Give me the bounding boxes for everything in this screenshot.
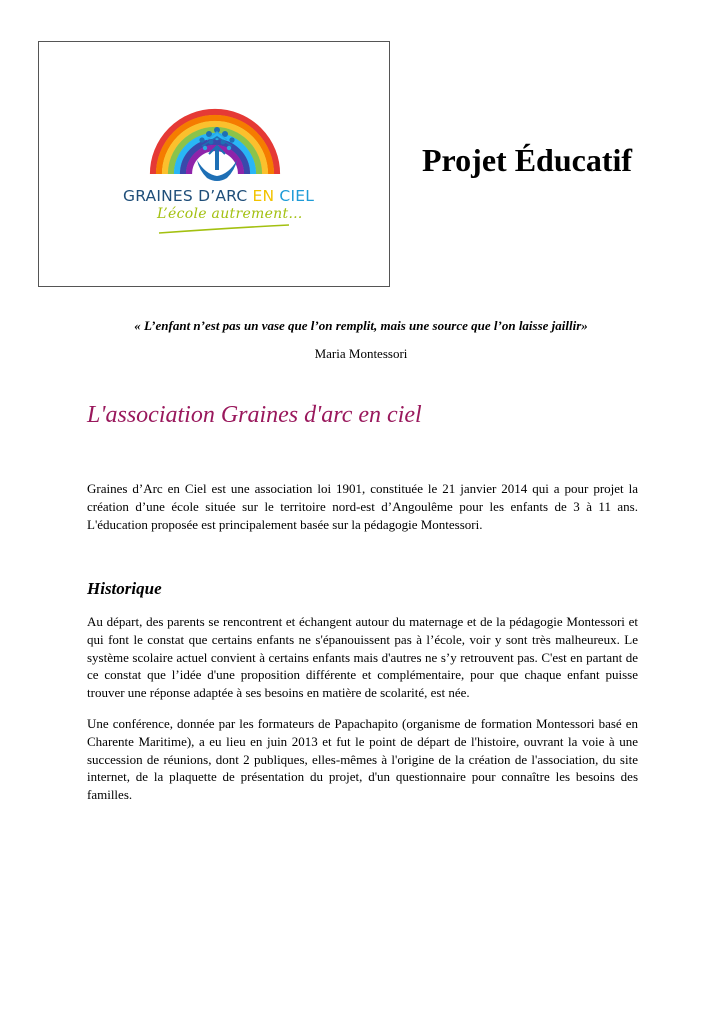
historique-paragraph-1: Au départ, des parents se rencontrent et échangent autour du maternage et de la pédagogie Montessori et qui font le constat que certains enfants ne s'épanouissent pas à l’école, voir y sont très malheureux. Le système scolaire actuel convient à certains enfants mais d'autres ne s’y retrouvent pas. C'est en partant de ce constat que l’idée d'une proposition différente et complémentaire, pour que chaque enfant puisse trouver une réponse adaptée à ses besoins en matière de scolarité, est née. <box>87 614 638 701</box>
logo-tagline: L’école autrement… <box>157 206 303 222</box>
tagline-underline <box>159 225 289 233</box>
logo-frame <box>38 41 390 287</box>
logo-name <box>123 187 323 205</box>
document-title: Projet Éducatif <box>422 142 633 178</box>
quote-text: « L’enfant n’est pas un vase que l’on remplit, mais une source que l’on laisse jaillir» <box>134 318 588 333</box>
logo-name-part2: EN <box>252 187 275 205</box>
rainbow-tree-logo-icon <box>39 42 389 286</box>
historique-paragraph-2: Une conférence, donnée par les formateurs de Papachapito (organisme de formation Montessori basé en Charente Maritime), a eu lieu en juin 2013 et fut le point de départ de l'histoire, ouvrant la voie à une succession de réunions, dont 2 publiques, elles-mêmes à l'origine de la création de l'association, du site internet, de la plaquette de présentation du projet, d'un questionnaire pour connaître les besoins des familles. <box>87 716 638 803</box>
intro-paragraph: Graines d’Arc en Ciel est une association loi 1901, constituée le 21 janvier 2014 qui a pour projet la création d’une école située sur le territoire nord-est d’Angoulême pour les enfants de 3 à 11 ans. L'éducation proposée est principalement basée sur la pédagogie Montessori. <box>87 481 638 532</box>
section-title: L'association Graines d'arc en ciel <box>87 402 422 428</box>
logo-name-part3: CIEL <box>274 187 315 205</box>
logo-name-part1: GRAINES D’ARC <box>123 187 253 205</box>
historique-heading: Historique <box>87 579 162 598</box>
quote-author: Maria Montessori <box>314 346 408 361</box>
